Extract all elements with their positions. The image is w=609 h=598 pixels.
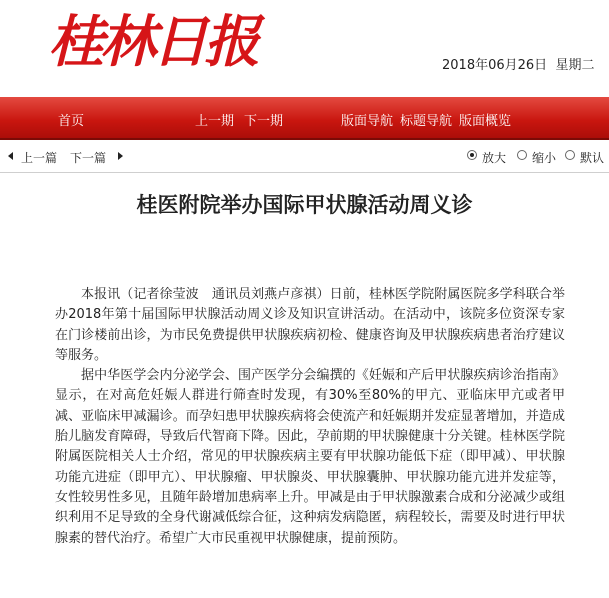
nav-home-link[interactable]: 首页 xyxy=(58,114,85,129)
issue-date xyxy=(442,54,594,73)
article-title: 桂医附院举办国际甲状腺活动周义诊 xyxy=(136,193,473,217)
article-paragraph: 本报讯（记者徐莹波 通讯员刘燕卢彦祺）日前，桂林医学院附属医院多学科联合举办2018年第十届国际甲状腺活动周义诊及知识宣讲活动。在活动中，该院多位资深专家在门诊楼前出诊，为市民免费提供甲状腺疾病初检、健康咨询及甲状腺疾病患者治疗建议等服务。 xyxy=(55,287,565,363)
nav-prev-issue-link[interactable]: 上一期 xyxy=(195,114,235,129)
nav-title-nav-link[interactable]: 标题导航 xyxy=(400,114,453,129)
zoom-out-label[interactable]: 缩小 xyxy=(532,151,557,165)
nav-page-nav-link[interactable]: 版面导航 xyxy=(341,114,394,129)
zoom-in-radio[interactable] xyxy=(467,150,477,160)
zoom-in-label[interactable]: 放大 xyxy=(482,151,507,165)
main-nav-bar xyxy=(0,97,609,140)
next-article-link[interactable]: 下一篇 xyxy=(70,151,107,165)
masthead xyxy=(0,0,609,97)
zoom-out-radio[interactable] xyxy=(517,150,527,160)
article-body xyxy=(55,285,565,549)
triangle-left-icon[interactable] xyxy=(8,152,13,160)
nav-page-browse-link[interactable]: 版面概览 xyxy=(459,114,512,129)
default-size-radio[interactable] xyxy=(565,150,575,160)
article-paragraph: 据中华医学会内分泌学会、围产医学分会编撰的《妊娠和产后甲状腺疾病诊治指南》显示，在对高危妊娠人群进行筛查时发现，有30%至80%的甲亢、亚临床甲亢或者甲减、亚临床甲减漏诊。而孕妇患甲状腺疾病将会使流产和妊娠期并发症显著增加，并造成胎儿脑发育障碍，导致后代智商下降。因此，孕前期的甲状腺健康十分关键。桂林医学院附属医院相关人士介绍，常见的甲状腺疾病主要有甲状腺功能低下症（即甲减）、甲状腺功能亢进症（即甲亢）、甲状腺瘤、甲状腺炎、甲状腺囊肿、甲状腺功能亢进并发症等，女性较男性多见，且随年龄增加患病率上升。甲减是由于甲状腺激素合成和分泌减少或组织利用不足导致的全身代谢减低综合征，这种病发病隐匿，病程较长，需要及时进行甲状腺素的替代治疗。希望广大市民重视甲状腺健康，提前预防。 xyxy=(55,368,565,546)
prev-article-link[interactable]: 上一篇 xyxy=(21,151,58,165)
newspaper-logo[interactable]: 桂林日报 xyxy=(48,9,256,75)
default-size-label[interactable]: 默认 xyxy=(580,151,605,165)
article-toolbar xyxy=(0,140,609,173)
issue-weekday: 星期二 xyxy=(555,58,595,73)
issue-date-text: 2018年06月26日 xyxy=(442,58,548,73)
triangle-right-icon[interactable] xyxy=(118,152,123,160)
nav-next-issue-link[interactable]: 下一期 xyxy=(244,114,284,129)
